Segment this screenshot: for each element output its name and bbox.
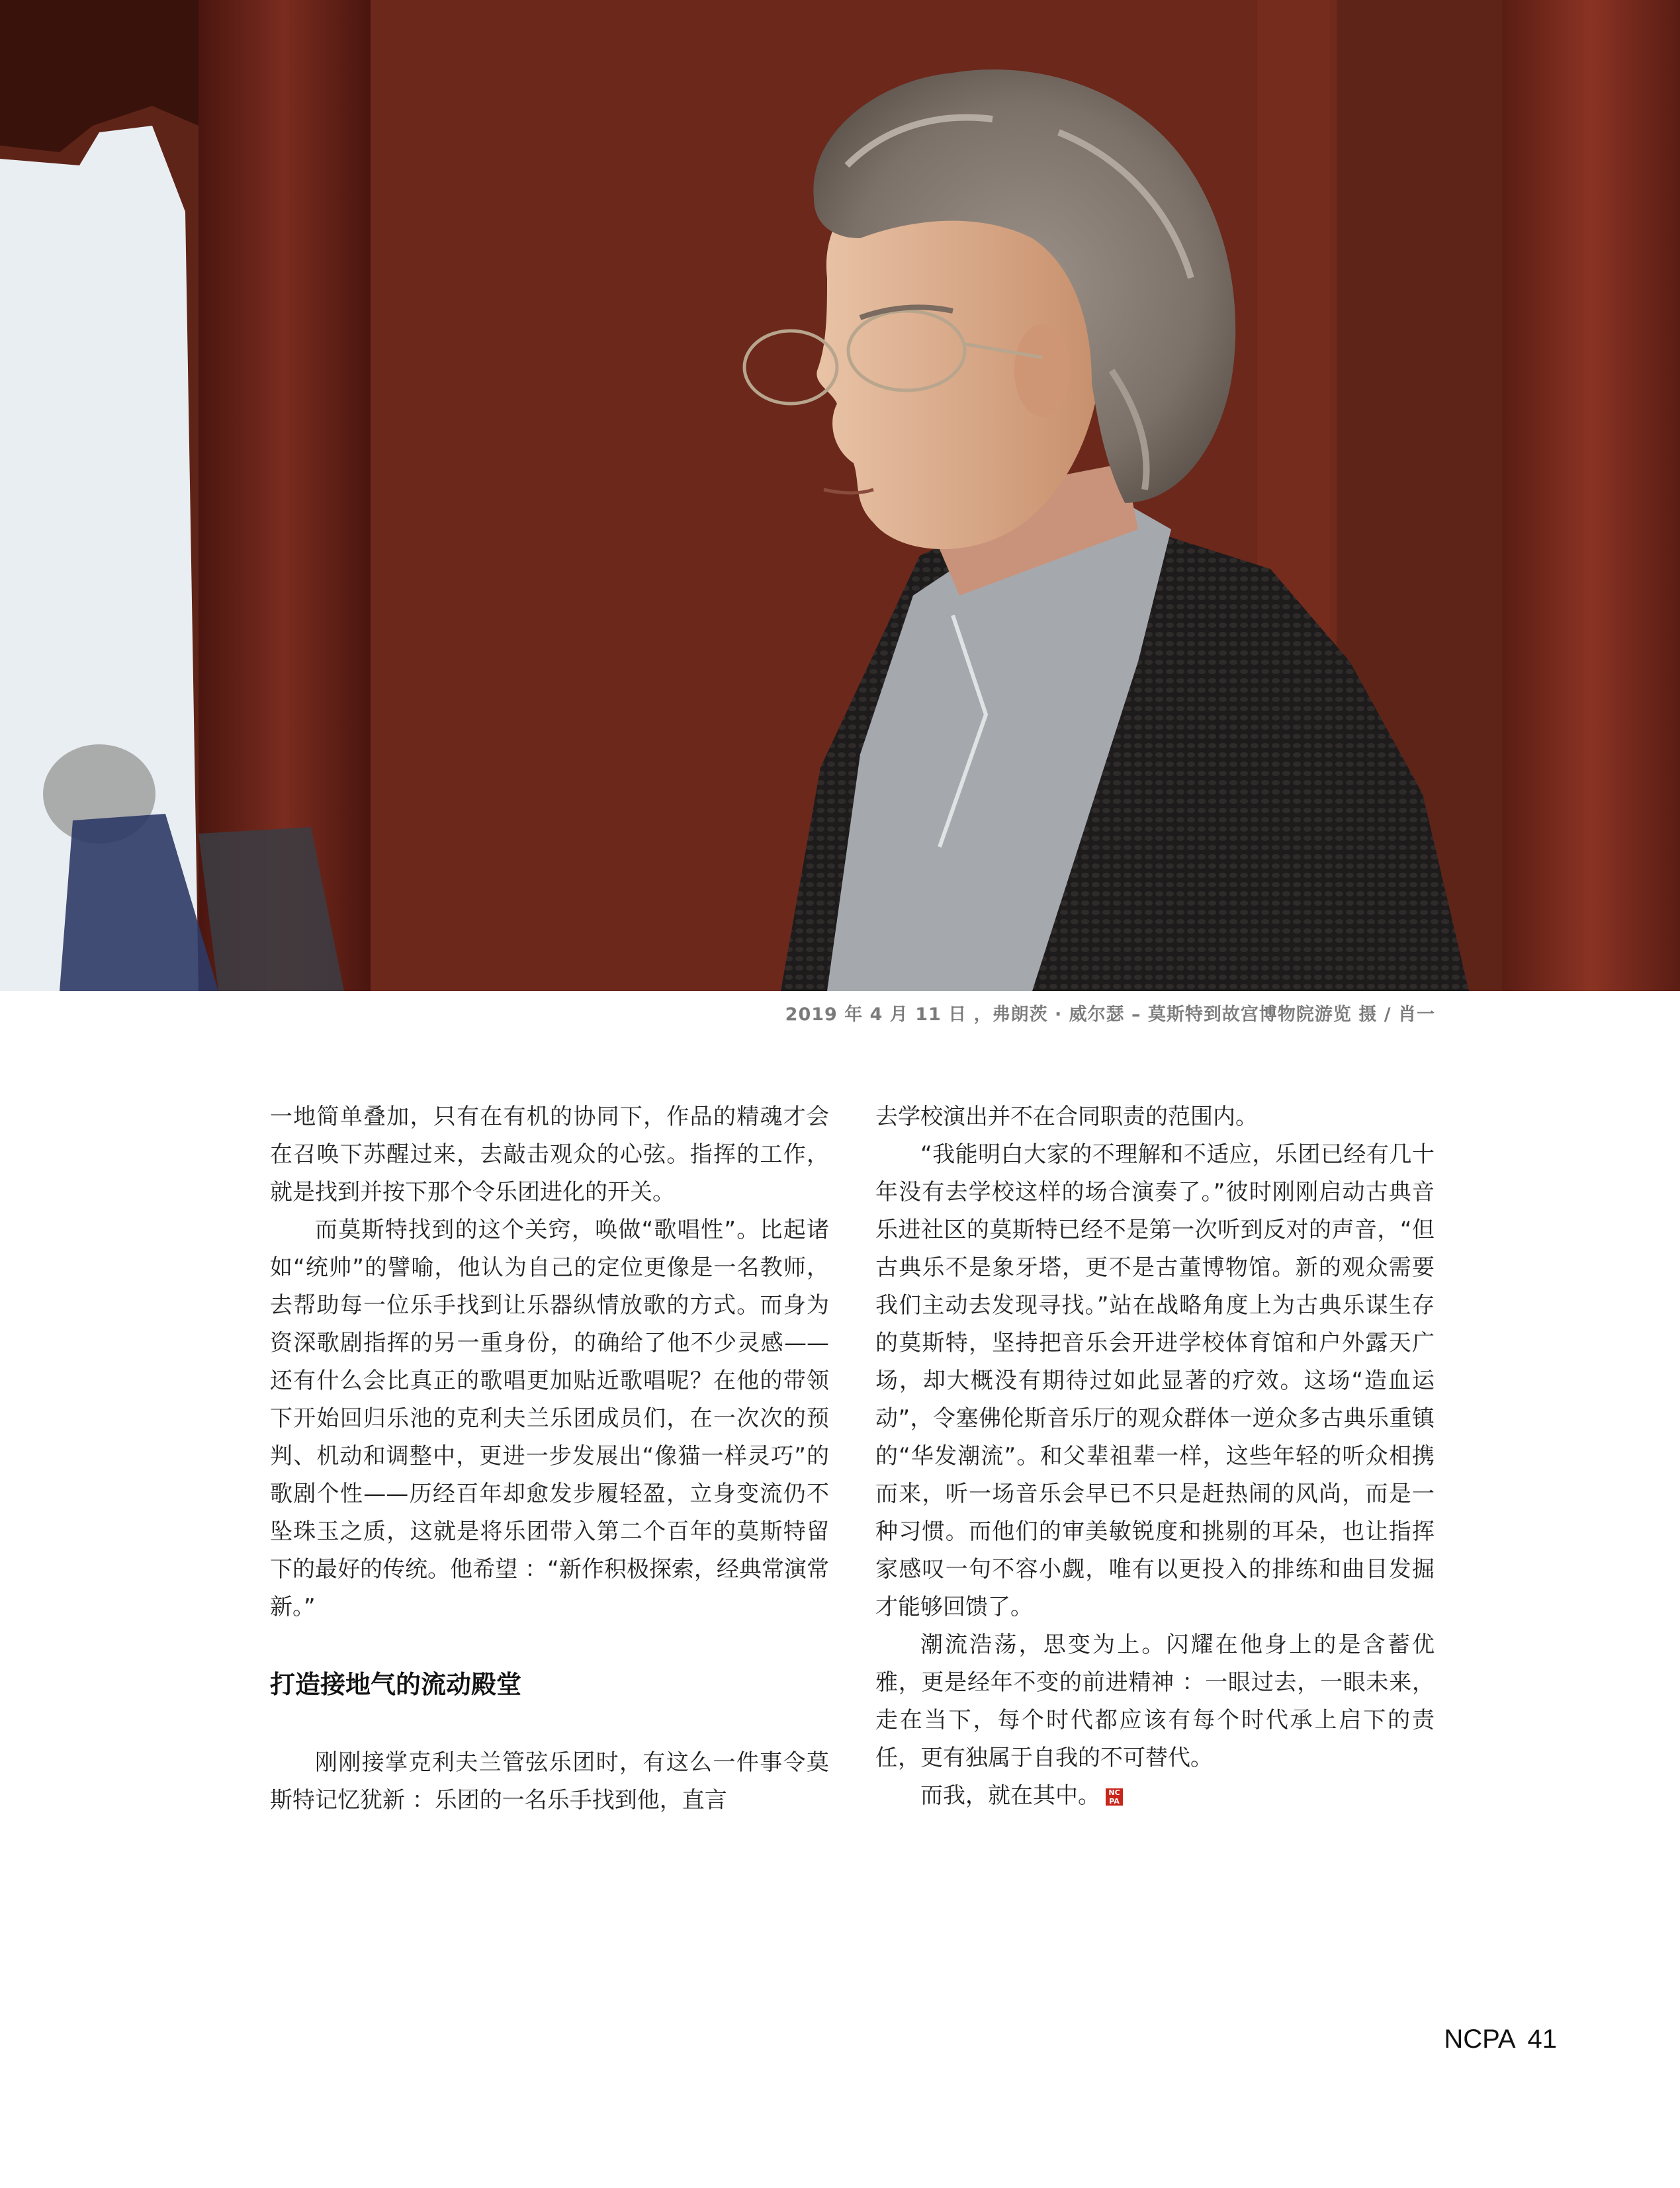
portrait-illustration <box>0 0 1680 991</box>
paragraph: 一地简单叠加，只有在有机的协同下，作品的精魂才会在召唤下苏醒过来，去敲击观众的心弦。指挥的工作，就是找到并按下那个令乐团进化的开关。 <box>270 1104 829 1205</box>
closing-paragraph <box>875 1777 1435 1815</box>
paragraph: 潮流浩荡，思变为上。闪耀在他身上的是含蓄优雅，更是经年不变的前进精神 ：一眼过去，一眼未来，走在当下，每个时代都应该有每个时代承上启下的责任，更有独属于自我的不可替代。 <box>875 1632 1435 1771</box>
photo-caption: 2019 年 4 月 11 日 ，弗朗茨 · 威尔瑟 – 莫斯特到故宫博物院游览 摄 / 肖一 <box>785 1004 1435 1025</box>
publication-name: NCPA <box>1444 2025 1516 2054</box>
paragraph: 刚刚接掌克利夫兰管弦乐团时，有这么一件事令莫斯特记忆犹新 ：乐团的一名乐手找到他，直言 <box>270 1749 829 1814</box>
left-column <box>270 1098 829 1819</box>
ncpa-end-mark-icon: NC PA <box>1106 1788 1123 1806</box>
paragraph: 而莫斯特找到的这个关窍，唤做“歌唱性”。比起诸如“统帅”的譬喻，他认为自己的定位更像是一名教师，去帮助每一位乐手找到让乐器纵情放歌的方式。而身为资深歌剧指挥的另一重身份，的确给了他不少灵感——还有什么会比真正的歌唱更加贴近歌唱呢？在他的带领下开始回归乐池的克利夫兰乐团成员们，在一次次的预判、机动和调整中，更进一步发展出“像猫一样灵巧”的歌剧个性——历经百年却愈发步履轻盈，立身变流仍不坠珠玉之质，这就是将乐团带入第二个百年的莫斯特留下的最好的传统。他希望 ：“新作积极探索，经典常演常新。” <box>270 1217 829 1620</box>
section-heading: 打造接地气的流动殿堂 <box>270 1670 522 1699</box>
feature-photo <box>0 0 1680 991</box>
paragraph: 去学校演出并不在合同职责的范围内。 <box>875 1104 1258 1130</box>
page-number: 41 <box>1527 2025 1557 2054</box>
closing-text: 而我，就在其中。 <box>920 1782 1100 1809</box>
paragraph: “我能明白大家的不理解和不适应，乐团已经有几十年没有去学校这样的场合演奏了。”彼时刚刚启动古典音乐进社区的莫斯特已经不是第一次听到反对的声音，“但古典乐不是象牙塔，更不是古董博物馆。新的观众需要我们主动去发现寻找。”站在战略角度上为古典乐谋生存的莫斯特，坚持把音乐会开进学校体育馆和户外露天广场，却大概没有期待过如此显著的疗效。这场“造血运动”，令塞佛伦斯音乐厅的观众群体一逆众多古典乐重镇的“华发潮流”。和父辈祖辈一样，这些年轻的听众相携而来，听一场音乐会早已不只是赶热闹的风尚，而是一种习惯。而他们的审美敏锐度和挑剔的耳朵，也让指挥家感叹一句不容小觑，唯有以更投入的排练和曲目发掘才能够回馈了。 <box>875 1141 1435 1620</box>
page-footer <box>1444 2023 1557 2055</box>
right-column <box>875 1098 1435 1815</box>
